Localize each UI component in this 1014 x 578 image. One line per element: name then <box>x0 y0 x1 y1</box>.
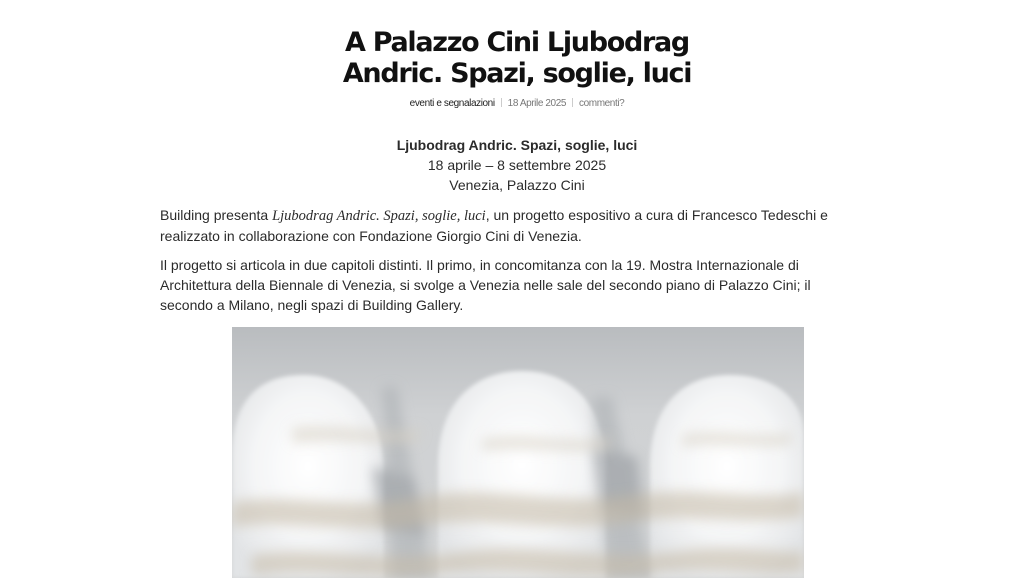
p1-text-before: Building presenta <box>160 207 273 223</box>
publish-date: 18 Aprile 2025 <box>507 98 567 109</box>
meta-divider <box>501 98 502 107</box>
article-meta <box>0 98 1014 109</box>
exhibition-photo <box>232 327 804 578</box>
category-link[interactable]: eventi e segnalazioni <box>409 98 495 109</box>
event-location: Venezia, Palazzo Cini <box>449 177 585 193</box>
event-name: Ljubodrag Andric. Spazi, soglie, luci <box>396 137 638 153</box>
p1-exhibition-title: Ljubodrag Andric. Spazi, soglie, luci <box>272 208 486 224</box>
event-dates: 18 aprile – 8 settembre 2025 <box>427 157 607 173</box>
title-line-2: Andric. Spazi, soglie, luci <box>342 58 692 89</box>
article-title <box>0 27 1014 89</box>
body-paragraph-2: Il progetto si articola in due capitoli distinti. Il primo, in concomitanza con la 19. Mostra Internazionale di Architettura della Biennale di Venezia, si svolge a Venezia nelle sale del secondo piano di Palazzo Cini; il secondo a Milano, negli spazi di Building Gallery. <box>160 257 811 313</box>
body-paragraph-1 <box>160 205 860 246</box>
title-line-1: A Palazzo Cini Ljubodrag <box>345 27 689 58</box>
light-arches-image <box>232 327 804 578</box>
p1-text-after: , un progetto espositivo a cura di Francesco Tedeschi e realizzato in collaborazione con Fondazione Giorgio Cini di Venezia. <box>160 207 828 244</box>
event-info <box>0 135 1014 195</box>
comments-link[interactable]: commenti? <box>579 98 625 109</box>
meta-divider <box>572 98 573 107</box>
